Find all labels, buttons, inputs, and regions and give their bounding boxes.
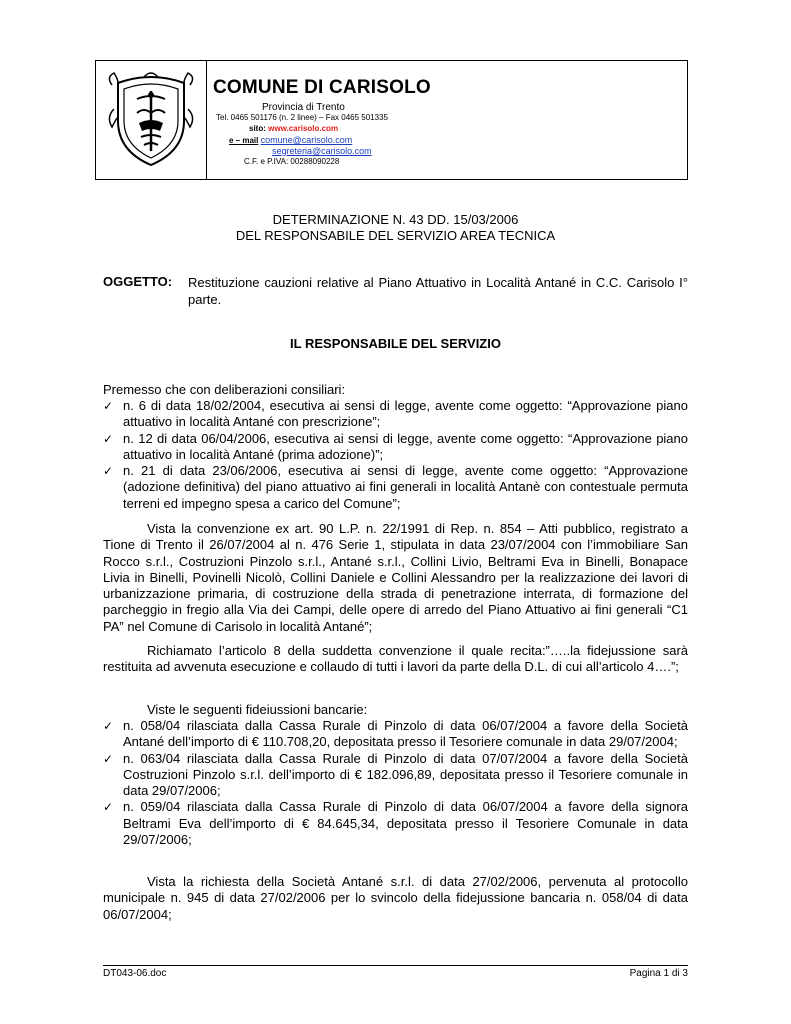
list-item: ✓ n. 12 di data 06/04/2006, esecutiva ai sensi di legge, avente come oggetto: “Approvazione piano attuativo in località Antané (prima adozione)”; bbox=[103, 430, 688, 462]
checkmark-icon: ✓ bbox=[103, 800, 114, 815]
email-link-comune[interactable]: comune@carisolo.com bbox=[260, 135, 353, 145]
email-label: e – mail bbox=[229, 136, 259, 145]
list-item: ✓ n. 058/04 rilasciata dalla Cassa Rurale di Pinzolo di data 06/07/2004 a favore della Società Antané dell’importo di € 110.708,20, depositata presso il Tesoriere comunale in data 29/07/2004; bbox=[103, 718, 688, 750]
subject-text: Restituzione cauzioni relative al Piano Attuativo in Località Antané in C.C. Carisolo I° parte. bbox=[188, 275, 688, 307]
email-row bbox=[229, 135, 352, 145]
request-paragraph: Vista la richiesta della Società Antané s.r.l. di data 27/02/2006, pervenuta al protocollo municipale n. 945 di data 27/02/2006 per lo svincolo della fidejussione bancaria n. 058/04 di data 06/07/2004; bbox=[103, 874, 688, 922]
letterhead bbox=[95, 60, 688, 180]
website-label: sito: bbox=[249, 124, 266, 133]
checkmark-icon: ✓ bbox=[103, 431, 114, 446]
footer-filename: DT043-06.doc bbox=[103, 968, 167, 979]
guarantees-list bbox=[103, 718, 688, 848]
subject-label: OGGETTO: bbox=[103, 274, 173, 289]
tax-code-line: C.F. e P.IVA: 00288090228 bbox=[244, 157, 340, 166]
determination-number: DETERMINAZIONE N. 43 DD. 15/03/2006 bbox=[272, 212, 519, 227]
province-label: Provincia di Trento bbox=[262, 102, 345, 113]
email-link-segreteria[interactable]: segreteria@carisolo.com bbox=[272, 146, 372, 156]
list-item: ✓ n. 6 di data 18/02/2004, esecutiva ai sensi di legge, avente come oggetto: “Approvazione piano attuativo in località Antané con prescrizione”; bbox=[103, 398, 688, 430]
coat-of-arms-icon bbox=[104, 69, 198, 169]
crest-cell bbox=[96, 61, 207, 179]
checkmark-icon: ✓ bbox=[103, 399, 114, 413]
phone-fax-line: Tel. 0465 501176 (n. 2 linee) – Fax 0465 501335 bbox=[216, 113, 388, 122]
guarantees-intro: Viste le seguenti fideiussioni bancarie: bbox=[147, 702, 368, 717]
list-item: ✓ n. 059/04 rilasciata dalla Cassa Rurale di Pinzolo di data 06/07/2004 a favore della signora Beltrami Eva dell’importo di € 84.645,34, depositata presso il Tesoriere Comunale in data 29/07/2006; bbox=[103, 799, 688, 848]
website-row bbox=[249, 124, 338, 133]
section-title: IL RESPONSABILE DEL SERVIZIO bbox=[290, 336, 501, 351]
premise-list bbox=[103, 398, 688, 512]
website-link[interactable]: www.carisolo.com bbox=[268, 124, 339, 133]
article-paragraph: Richiamato l’articolo 8 della suddetta convenzione il quale recita:”…..la fidejussione sarà restituita ad avvenuta esecuzione e collaudo di tutti i lavori da parte della D.L. di cui all’articolo 4….”; bbox=[103, 643, 688, 675]
footer-divider bbox=[103, 965, 688, 966]
list-item: ✓ n. 21 di data 23/06/2006, esecutiva ai sensi di legge, avente come oggetto: “Approvazione (adozione definitiva) del piano attuativo ai fini generali in località Antanè con contestuale permuta terreni ed impegno spesa a carico del Comune”; bbox=[103, 463, 688, 511]
municipality-name: COMUNE DI CARISOLO bbox=[213, 77, 431, 98]
checkmark-icon: ✓ bbox=[103, 751, 114, 766]
premise-intro: Premesso che con deliberazioni consiliari: bbox=[103, 382, 346, 397]
checkmark-icon: ✓ bbox=[103, 464, 114, 479]
checkmark-icon: ✓ bbox=[103, 719, 114, 733]
email-row-2 bbox=[272, 146, 372, 156]
footer-page-number: Pagina 1 di 3 bbox=[629, 968, 688, 979]
determination-office: DEL RESPONSABILE DEL SERVIZIO AREA TECNICA bbox=[235, 228, 556, 243]
convention-paragraph: Vista la convenzione ex art. 90 L.P. n. 22/1991 di Rep. n. 854 – Atti pubblico, registrato a Tione di Trento il 26/07/2004 al n. 476 Serie 1, stipulata in data 23/07/2004 con l’immobiliare San Rocco s.r.l., Costruzioni Pinzolo s.r.l., Antané s.r.l., Collini Livio, Beltrami Eva in Binelli, Bonapace Livia in Binelli, Povinelli Nicolò, Collini Daniele e Collini Alessandro per la realizzazione dei lavori di urbanizzazione primaria, di costruzione della strada di penetrazione interrata, di formazione del parcheggio in fregio alla Via dei Campi, delle opere di arredo del Piano Attuativo ai fini generali “C1 PA” nel Comune di Carisolo in località Antané”; bbox=[103, 521, 688, 634]
list-item: ✓ n. 063/04 rilasciata dalla Cassa Rurale di Pinzolo di data 07/07/2004 a favore della Società Costruzioni Pinzolo s.r.l. dell’importo di € 182.096,89, depositata presso il Tesoriere comunale in data 29/07/2006; bbox=[103, 750, 688, 799]
